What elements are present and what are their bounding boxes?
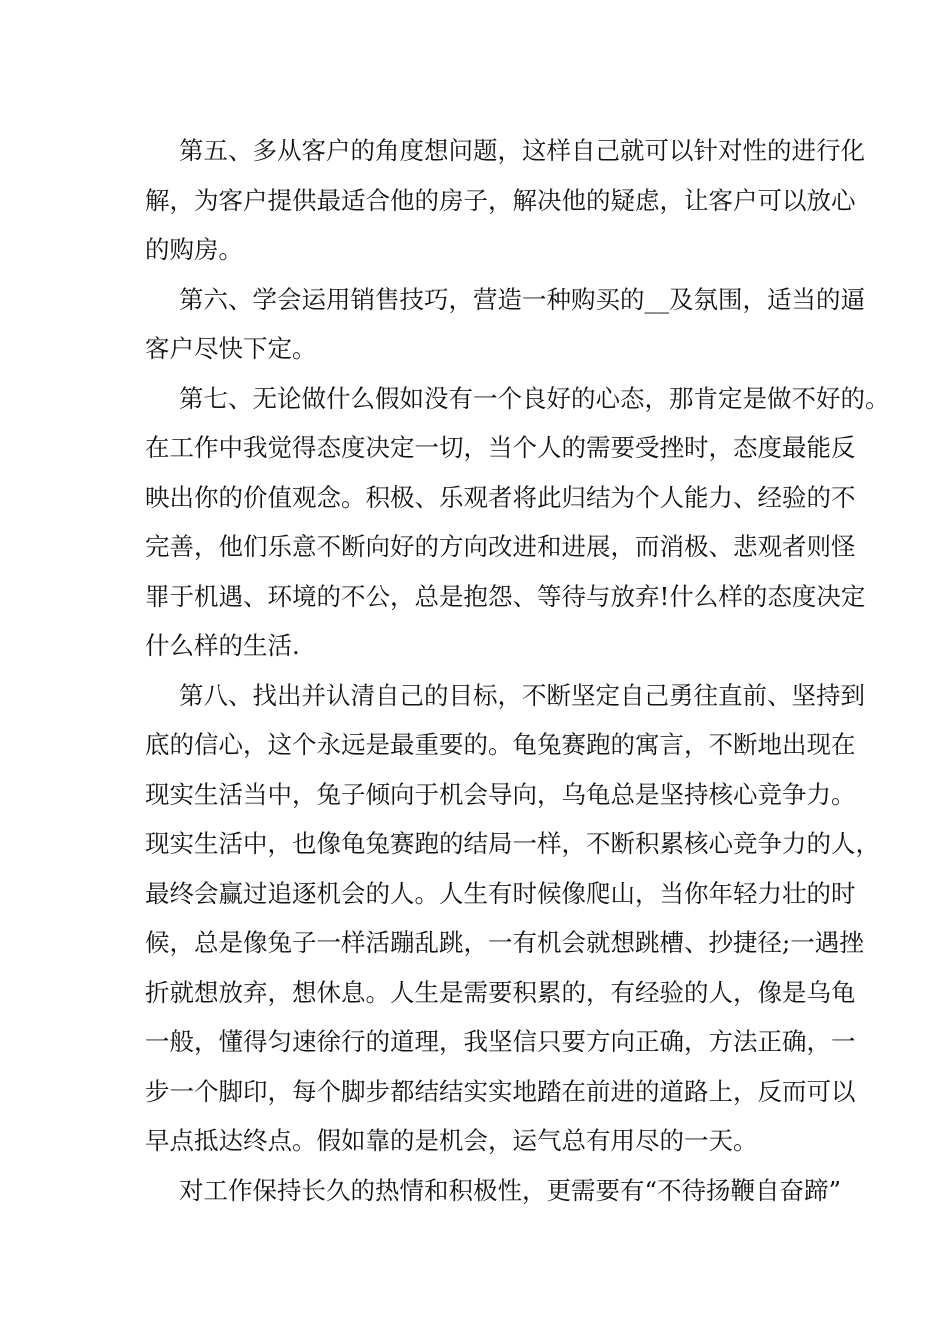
text-line: 第七、无论做什么假如没有一个良好的心态，那肯定是做不好的。 [179, 383, 890, 413]
text-line: 第八、找出并认清自己的目标，不断坚定自己勇往直前、坚持到 [179, 680, 865, 710]
document-body [145, 126, 890, 1215]
text-line: 第六、学会运用销售技巧，营造一种购买的__及氛围，适当的逼 [179, 284, 865, 314]
text-line: 完善，他们乐意不断向好的方向改进和进展，而消极、悲观者则怪 [145, 532, 856, 561]
text-line: 一般，懂得匀速徐行的道理，我坚信只要方向正确，方法正确，一 [145, 1027, 856, 1056]
paragraph-seventh [145, 374, 890, 671]
paragraph-eighth [145, 671, 880, 1166]
paragraph-ninth [145, 1166, 842, 1216]
text-line: 客户尽快下定。 [145, 334, 317, 363]
text-line: 的购房。 [145, 235, 243, 264]
text-line: 最终会赢过追逐机会的人。人生有时候像爬山，当你年轻力壮的时 [145, 878, 856, 908]
text-line: 对工作保持长久的热情和积极性，更需要有“不待扬鞭自奋蹄” [179, 1175, 842, 1205]
text-line: 折就想放弃，想休息。人生是需要积累的，有经验的人，像是乌龟 [145, 977, 856, 1007]
text-line: 什么样的生活. [145, 631, 300, 660]
text-line: 步一个脚印，每个脚步都结结实实地踏在前进的道路上，反而可以 [145, 1076, 856, 1106]
paragraph-fifth [145, 126, 865, 275]
text-line: 现实生活当中，兔子倾向于机会导向，乌龟总是坚持核心竞争力。 [145, 779, 856, 809]
text-line: 早点抵达终点。假如靠的是机会，运气总有用尽的一天。 [145, 1126, 758, 1155]
paragraph-sixth [145, 275, 865, 374]
text-line: 映出你的价值观念。积极、乐观者将此归结为个人能力、经验的不 [145, 482, 856, 512]
text-line: 解，为客户提供最适合他的房子，解决他的疑虑，让客户可以放心 [145, 185, 856, 215]
text-line: 罪于机遇、环境的不公，总是抱怨、等待与放弃!什么样的态度决定 [145, 581, 866, 611]
text-line: 第五、多从客户的角度想问题，这样自己就可以针对性的进行化 [179, 136, 865, 165]
text-line: 现实生活中，也像龟兔赛跑的结局一样，不断积累核心竞争力的人， [145, 829, 880, 858]
text-line: 底的信心，这个永远是最重要的。龟兔赛跑的寓言，不断地出现在 [145, 730, 856, 759]
text-line: 候，总是像兔子一样活蹦乱跳，一有机会就想跳槽、抄捷径;一遇挫 [145, 928, 864, 957]
text-line: 在工作中我觉得态度决定一切，当个人的需要受挫时，态度最能反 [145, 433, 856, 462]
